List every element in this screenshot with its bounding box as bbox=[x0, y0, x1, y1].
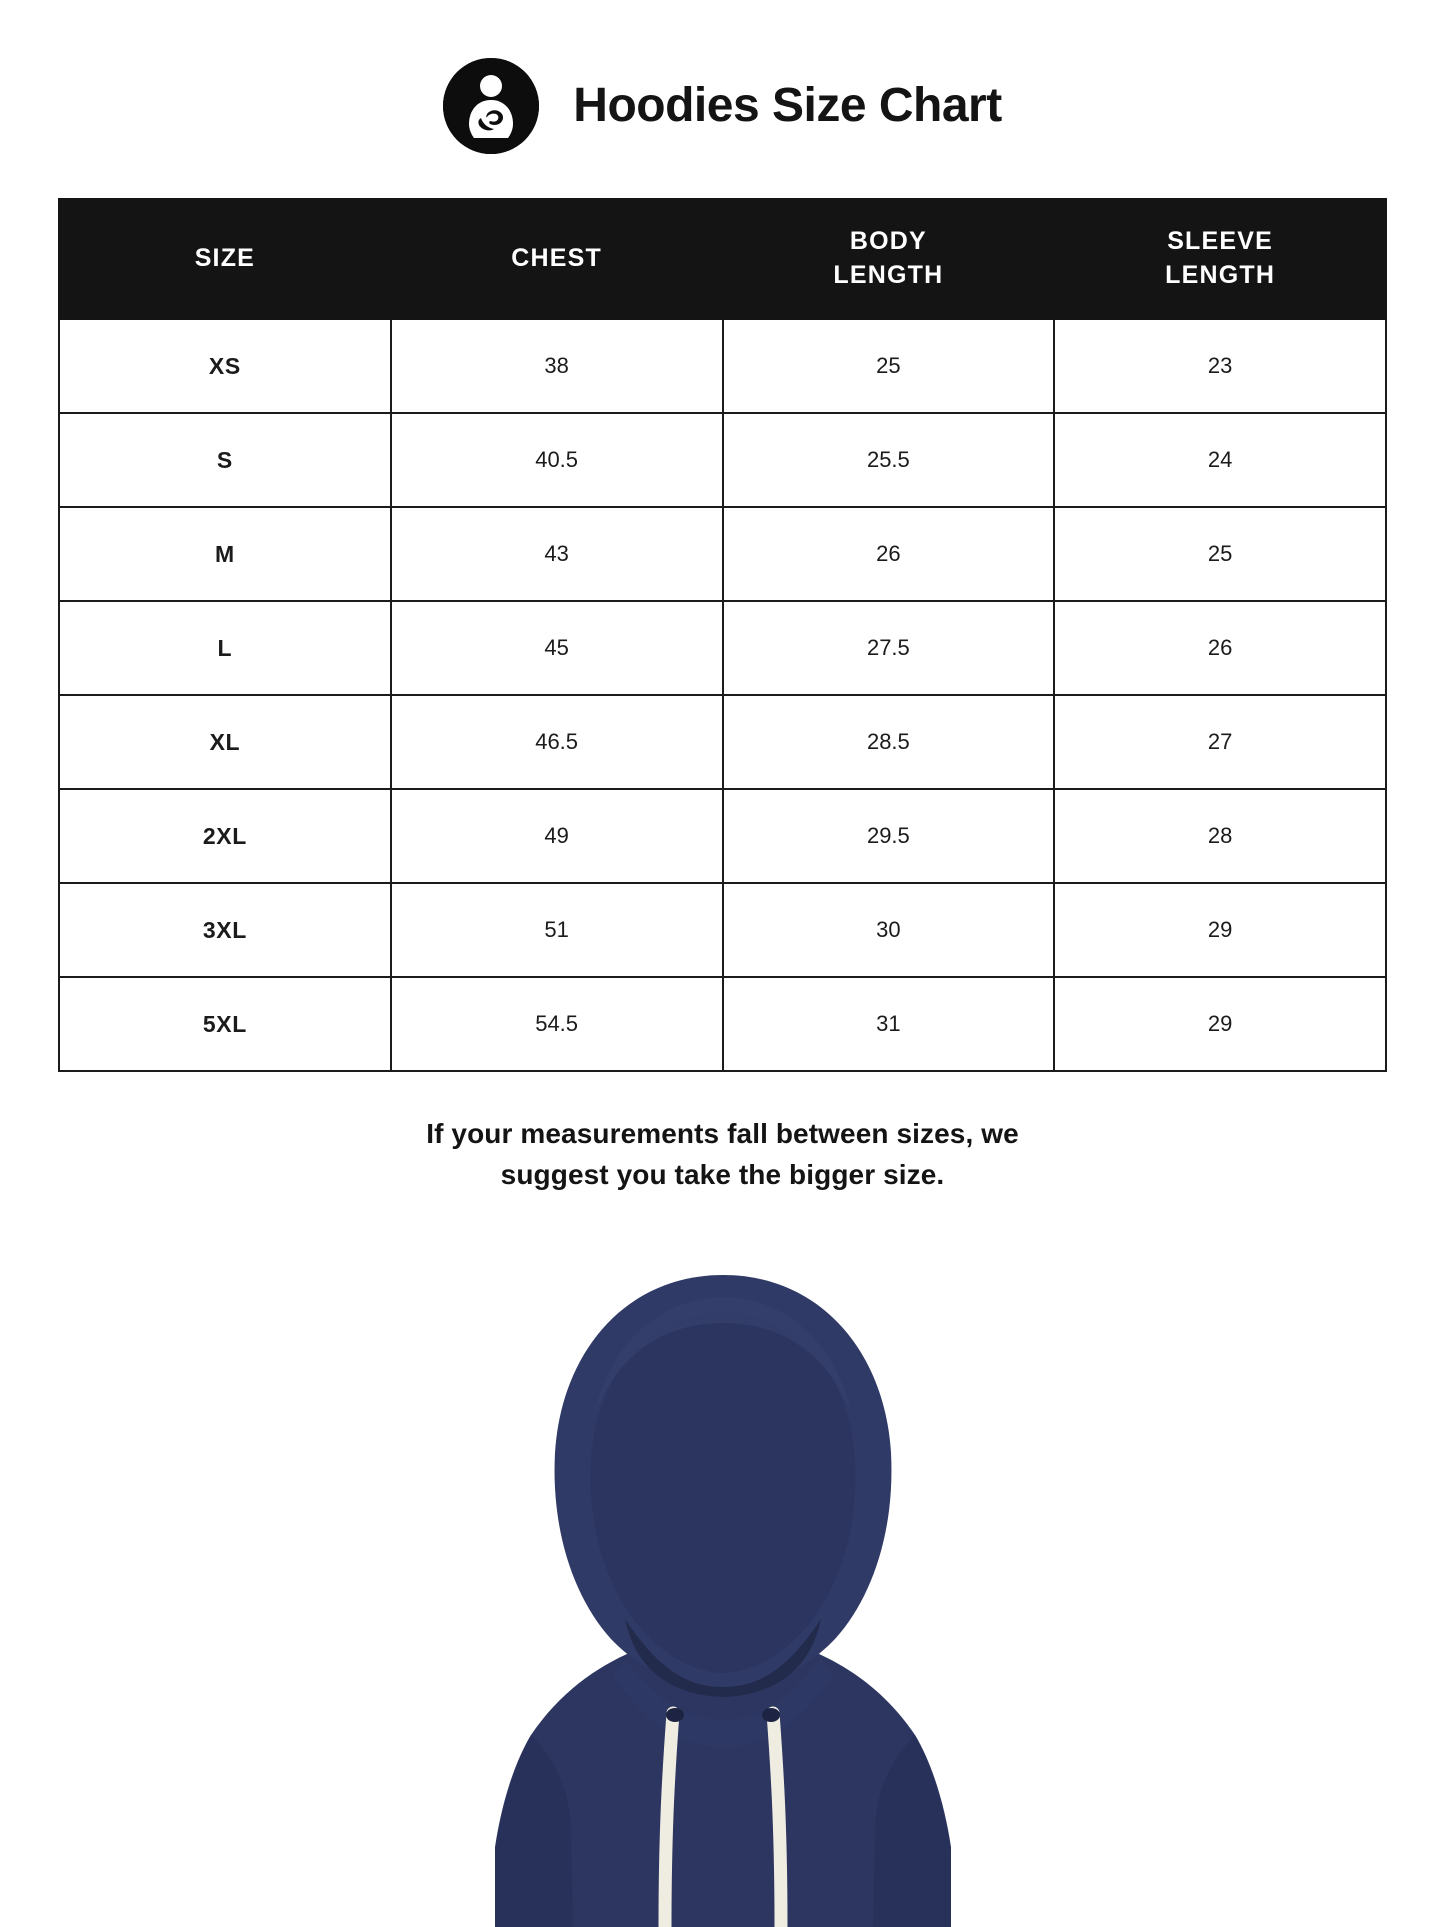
cell-chest: 40.5 bbox=[391, 413, 723, 507]
cell-chest: 51 bbox=[391, 883, 723, 977]
cell-body-length: 30 bbox=[723, 883, 1055, 977]
cell-body-length: 31 bbox=[723, 977, 1055, 1071]
cell-size: 3XL bbox=[59, 883, 391, 977]
page-header bbox=[0, 0, 1445, 164]
cell-size: S bbox=[59, 413, 391, 507]
cell-chest: 45 bbox=[391, 601, 723, 695]
column-header-body-length bbox=[723, 199, 1055, 319]
column-header-chest bbox=[391, 199, 723, 319]
cell-sleeve-length: 29 bbox=[1054, 977, 1386, 1071]
cell-chest: 46.5 bbox=[391, 695, 723, 789]
cell-body-length: 27.5 bbox=[723, 601, 1055, 695]
cell-body-length: 26 bbox=[723, 507, 1055, 601]
column-header-sleeve-length-line2: LENGTH bbox=[1165, 261, 1276, 289]
table-row bbox=[59, 977, 1386, 1071]
column-header-size-line1: SIZE bbox=[194, 244, 256, 273]
sizing-note-line2: suggest you take the bigger size. bbox=[500, 1158, 945, 1190]
sizing-note bbox=[223, 1114, 1223, 1195]
cell-size: M bbox=[59, 507, 391, 601]
table-row bbox=[59, 413, 1386, 507]
column-header-size bbox=[59, 199, 391, 319]
cell-size: L bbox=[59, 601, 391, 695]
table-body bbox=[59, 319, 1386, 1071]
cell-sleeve-length: 23 bbox=[1054, 319, 1386, 413]
table-row bbox=[59, 695, 1386, 789]
column-header-sleeve-length bbox=[1054, 199, 1386, 319]
cell-chest: 54.5 bbox=[391, 977, 723, 1071]
size-chart-table-wrapper bbox=[58, 198, 1387, 1072]
cell-chest: 38 bbox=[391, 319, 723, 413]
cell-size: 2XL bbox=[59, 789, 391, 883]
cell-body-length: 25 bbox=[723, 319, 1055, 413]
column-header-body-length-line2: LENGTH bbox=[833, 261, 944, 289]
table-row bbox=[59, 883, 1386, 977]
cell-size: XS bbox=[59, 319, 391, 413]
cell-body-length: 28.5 bbox=[723, 695, 1055, 789]
column-header-body-length-line1: BODY bbox=[849, 227, 927, 256]
cell-size: 5XL bbox=[59, 977, 391, 1071]
table-header-row bbox=[59, 199, 1386, 319]
sizing-note-line1: If your measurements fall between sizes, we bbox=[426, 1118, 1019, 1149]
navy-hoodie-photo bbox=[0, 1267, 1445, 1927]
cell-body-length: 25.5 bbox=[723, 413, 1055, 507]
column-header-chest-line1: CHEST bbox=[511, 244, 602, 273]
column-header-sleeve-length-line1: SLEEVE bbox=[1167, 227, 1274, 256]
table-row bbox=[59, 507, 1386, 601]
cell-sleeve-length: 24 bbox=[1054, 413, 1386, 507]
cell-body-length: 29.5 bbox=[723, 789, 1055, 883]
mother-and-child-logo-icon bbox=[443, 58, 539, 154]
cell-sleeve-length: 26 bbox=[1054, 601, 1386, 695]
table-row bbox=[59, 789, 1386, 883]
cell-sleeve-length: 25 bbox=[1054, 507, 1386, 601]
cell-chest: 43 bbox=[391, 507, 723, 601]
cell-size: XL bbox=[59, 695, 391, 789]
size-chart-table bbox=[58, 198, 1387, 1072]
cell-sleeve-length: 29 bbox=[1054, 883, 1386, 977]
table-row bbox=[59, 319, 1386, 413]
page-title: Hoodies Size Chart bbox=[573, 79, 1002, 132]
cell-chest: 49 bbox=[391, 789, 723, 883]
cell-sleeve-length: 28 bbox=[1054, 789, 1386, 883]
cell-sleeve-length: 27 bbox=[1054, 695, 1386, 789]
table-row bbox=[59, 601, 1386, 695]
